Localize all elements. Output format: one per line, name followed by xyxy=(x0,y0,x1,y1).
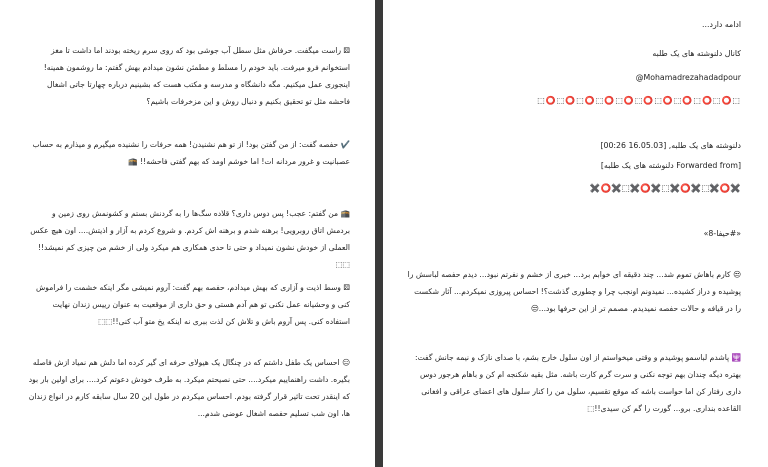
channel-name: کانال دلنوشته های یک طلبه xyxy=(652,49,741,58)
left-paragraph-5: 😑 احساس یک طفل داشتم که در چنگال یک هیولای حرفه ای گیر کرده اما دلش هم نمیاد ازش فاصله بگیره. داشت راهنماییم میکرد.... حتی نصیحتم میکرد. به طرف خودش دعوتم کرد.... برای اولین بار بود که اینقدر تحت تاثیر قرار گرفته بودم. احساس میکردم در طول این 20 سال سابقه کارم در انواع زندان ها، اون شب تسلیم حفصه اشغال عوضی شدم... xyxy=(28,358,350,418)
forward-header: دلنوشته های یک طلبه, [16.05.03 00:26] xyxy=(600,141,741,150)
left-paragraph-4: ⚄ وسط اذیت و آزاری که بهش میدادم، حفصه بهم گفت: آروم نمیشی مگر اینکه خشمت را فراموش کنی و وحشیانه عمل نکنی تو هم آدم هستی و حق داری از موقعیت به عنوان رییس زندان نهایت استفاده کنی. پس آروم باش و تلاش کن لذت ببری نه اینکه یخ متو آب کنی!!⬚⬚ xyxy=(36,283,350,326)
right-paragraph-1: 😒 کارم باهاش تموم شد... چند دقیقه ای خوابم برد... خیری از خشم و نفرتم نبود... دیدم حفصه لباسش را پوشیده و دراز کشیده... نمیدونم اونجب چرا و چطوری گذشت؟! احساس پیروزی نمیکردم... آثار شکست را در قیافه و حالات حفصه نمیدیدم. مصمم تر از این حرفها بود...😒 xyxy=(407,270,741,313)
left-page xyxy=(0,0,375,467)
episode-hashtag: «#حیفا-8» xyxy=(703,229,741,238)
right-paragraph-2: 🕎 پاشدم لباسمو پوشیدم و وقتی میخواستم از اون سلول خارج بشم، با صدای نازک و نیمه جانش گفت: بهتره دیگه چندان بهم توجه نکنی و سرت گرم کارت باشه. مثل بقیه شکنجه ام کن و باهام هرجور دوس داری رفتار کن اما حواست باشه که موقع تقسیم، سلول من را کنار سلول های اعضای عراقی و افغانی القاعده بنداری. برو... گورت را گم کن سیدی!!⬚ xyxy=(415,353,741,413)
left-paragraph-3: 🕋 من گفتم: عجب! پس دوس داری؟ قلاده سگ‌ها را به گردنش بستم و کشونمش روی زمین و بردمش اتاق روبرویی! برهنه شدم و برهنه اش کردم. و شروع کردم به آزار و اذیتش.... اون هیچ عکس العملی از خودش نشون نمیداد و حتی تا حدی همکاری هم میکرد ولی از خشم من چیزی کم نمیشد!!⬚⬚ xyxy=(30,209,350,269)
forwarded-from: [Forwarded from دلنوشته های یک طلبه] xyxy=(600,161,741,170)
left-paragraph-2: ✔️ حفصه گفت: از من گفتن بود! از تو هم نشنیدن! همه حرفات را نشنیده میگیرم و میذارم به حساب عصبانیت و غرور مردانه ات! اما خوشم اومد که بهم گفتی فاحشه!! 🕋 xyxy=(32,140,350,166)
continued-label: ادامه دارد... xyxy=(702,20,741,29)
decor-line-2: ✖️⭕✖️⬚✖️⭕✖️⬚✖️⭕✖️⬚✖️⭕✖️ xyxy=(589,184,741,194)
left-paragraph-1: ⚄ راست میگفت. حرفاش مثل سطل آب جوشی بود که روی سرم ریخته بودند اما داشت تا مغز استخوانم فرو میرفت. باید خودم را مسلط و مطمئن نشون میدادم بهش گفتم: ما روشمون همینه! اینجوری عمل میکنیم. مگه دانشگاه و مدرسه و مکتب هست که بشینیم درباره چهارتا جاتی اشغال فاحشه مثل تو تحقیق بکنیم و دنبال روش و این مزخرفات باشیم؟ xyxy=(43,46,350,106)
channel-handle: @Mohamadrezahadadpour xyxy=(635,73,741,82)
page-gutter xyxy=(375,0,383,467)
right-page xyxy=(383,0,768,467)
decor-line-1: ⬚⭕⬚⭕⬚⭕⬚⭕⬚⭕⬚⭕⬚⭕⬚⭕⬚⭕⬚⭕⬚ xyxy=(537,96,741,105)
